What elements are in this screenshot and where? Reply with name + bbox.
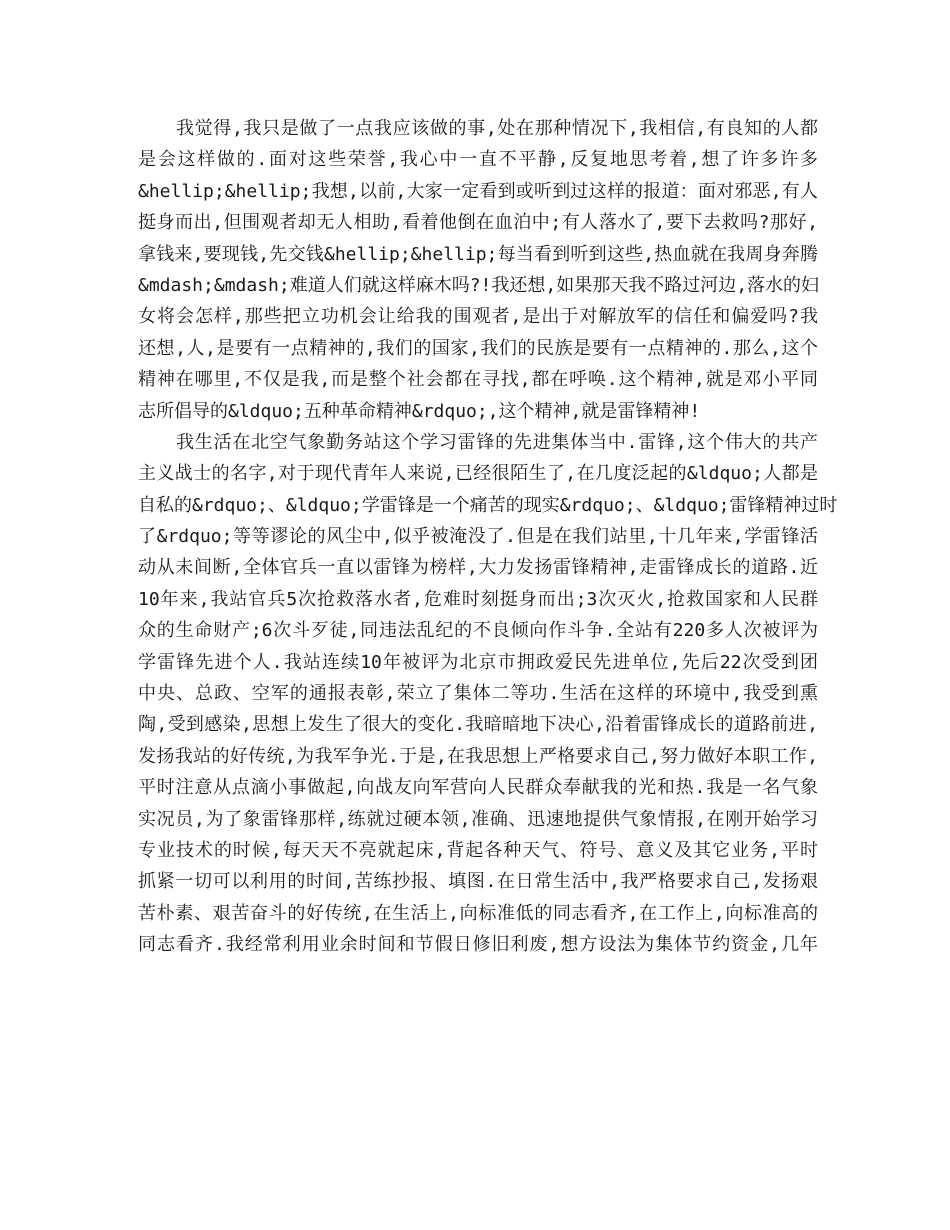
text-line: 志所倡导的&ldquo;五种革命精神&rdquo;,这个精神,就是雷锋精神! [138, 400, 701, 422]
text-line: 同志看齐.我经常利用业余时间和节假日修旧利废,想方设法为集体节约资金,几年 [138, 934, 818, 956]
text-line: 了&rdquo;等等谬论的风尘中,似乎被淹没了.但是在我们站里,十几年来,学雷锋活 [138, 526, 818, 548]
text-line: 抓紧一切可以利用的时间,苦练抄报、填图.在日常生活中,我严格要求自己,发扬艰 [138, 871, 818, 893]
text-line: 挺身而出,但围观者却无人相助,看着他倒在血泊中;有人落水了,要下去救吗?那好, [138, 212, 818, 234]
text-line: 动从未间断,全体官兵一直以雷锋为榜样,大力发扬雷锋精神,走雷锋成长的道路.近 [138, 557, 818, 579]
text-line: &mdash;&mdash;难道人们就这样麻木吗?!我还想,如果那天我不路过河边,落水的妇 [138, 274, 820, 296]
text-line: 是会这样做的.面对这些荣誉,我心中一直不平静,反复地思考着,想了许多许多 [138, 149, 818, 171]
text-line: 女将会怎样,那些把立功机会让给我的围观者,是出于对解放军的信任和偏爱吗?我 [138, 306, 818, 328]
text-line: 自私的&rdquo;、&ldquo;学雷锋是一个痛苦的现实&rdquo;、&ldquo;雷锋精神过时 [138, 494, 838, 516]
text-line: 我生活在北空气象勤务站这个学习雷锋的先进集体当中.雷锋,这个伟大的共产 [176, 431, 818, 453]
paragraph-1 [138, 113, 818, 427]
text-line: 中央、总政、空军的通报表彰,荣立了集体二等功.生活在这样的环境中,我受到熏 [138, 683, 818, 705]
text-line: 还想,人,是要有一点精神的,我们的国家,我们的民族是要有一点精神的.那么,这个 [138, 337, 818, 359]
text-line: 陶,受到感染,思想上发生了很大的变化.我暗暗地下决心,沿着雷锋成长的道路前进, [138, 714, 818, 736]
text-line: 精神在哪里,不仅是我,而是整个社会都在寻找,都在呼唤.这个精神,就是邓小平同 [138, 369, 818, 391]
text-line: &hellip;&hellip;我想,以前,大家一定看到或听到过这样的报道：面对邪恶,有人 [138, 180, 818, 202]
text-line: 平时注意从点滴小事做起,向战友向军营向人民群众奉献我的光和热.我是一名气象 [138, 777, 818, 799]
text-line: 专业技术的时候,每天天不亮就起床,背起各种天气、符号、意义及其它业务,平时 [138, 839, 818, 861]
text-line: 10年来,我站官兵5次抢救落水者,危难时刻挺身而出;3次灭火,抢救国家和人民群 [138, 588, 818, 610]
text-line: 实况员,为了象雷锋那样,练就过硬本领,准确、迅速地提供气象情报,在刚开始学习 [138, 808, 818, 830]
text-line: 主义战士的名字,对于现代青年人来说,已经很陌生了,在几度泛起的&ldquo;人都是 [138, 463, 818, 485]
text-line: 众的生命财产;6次斗歹徒,同违法乱纪的不良倾向作斗争.全站有220多人次被评为 [138, 620, 818, 642]
document-body [138, 113, 838, 961]
text-line: 学雷锋先进个人.我站连续10年被评为北京市拥政爱民先进单位,先后22次受到团 [138, 651, 818, 673]
text-line: 发扬我站的好传统,为我军争光.于是,在我思想上严格要求自己,努力做好本职工作, [138, 745, 818, 767]
text-line: 我觉得,我只是做了一点我应该做的事,处在那种情况下,我相信,有良知的人都 [176, 118, 818, 139]
paragraph-2 [138, 427, 838, 961]
text-line: 拿钱来,要现钱,先交钱&hellip;&hellip;每当看到听到这些,热血就在我周身奔腾 [138, 243, 818, 265]
text-line: 苦朴素、艰苦奋斗的好传统,在生活上,向标准低的同志看齐,在工作上,向标准高的 [138, 902, 818, 924]
